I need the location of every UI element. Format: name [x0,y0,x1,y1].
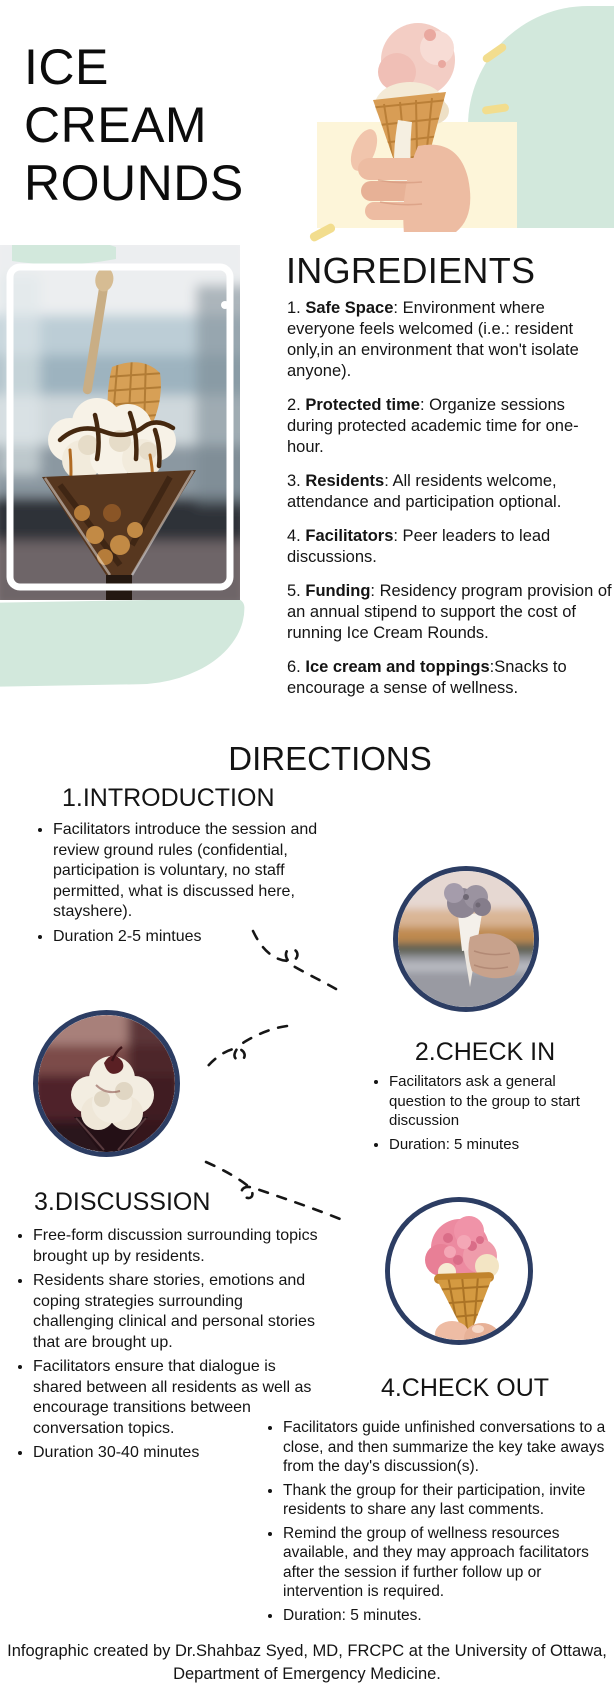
section-heading-introduction: 1.INTRODUCTION [62,784,275,812]
ingredient-desc: : Residency program provision of an annual stipend to support the cost of running Ice Cream Rounds. [287,582,612,642]
ingredient-desc: :Snacks to encourage a sense of wellness. [287,658,567,697]
ingredient-number: 1. [287,299,306,317]
bullet-item: • Facilitators ensure that dialogue is shared between all residents as well as encourage transitions between conversation topics. [33,1357,327,1439]
step2-photo-circle [33,1010,180,1157]
ingredient-desc: : Environment where everyone feels welcomed (i.e.: resident only,in an environment that won't isolate anyone). [287,299,579,380]
ingredient-name: Safe Space [305,299,394,317]
bullet-item: • Residents share stories, emotions and coping strategies surrounding challenging clinical and personal stories that are brought up. [33,1271,327,1353]
footer-credit [0,1640,614,1686]
ingredient-name: Funding [305,582,371,600]
directions-heading: DIRECTIONS [228,740,432,777]
pink-ice-cream-cone-photo [390,1202,528,1340]
ingredient-number: 6. [287,658,306,676]
bullet-item: • Thank the group for their participation, invite residents to share any last comments. [283,1481,614,1520]
ingredient-item [287,395,613,458]
page-title [24,38,244,212]
ingredient-item [287,471,613,513]
ingredient-item [287,526,613,568]
check-in-bullets [372,1072,597,1158]
bullet-item: • Facilitators ask a general question to the group to start discussion [389,1072,597,1131]
footer-line: Department of Emergency Medicine. [173,1665,441,1683]
ingredient-name: Facilitators [305,527,394,545]
step1-photo-circle [393,866,539,1012]
ingredient-item [287,657,613,699]
ingredient-item [287,298,613,382]
ingredient-number: 4. [287,527,306,545]
ice-cream-cone-outdoors-photo [398,871,534,1007]
section-heading-check-in: 2.CHECK IN [414,1038,556,1066]
ingredient-name: Protected time [305,396,420,414]
section-heading-discussion: 3.DISCUSSION [34,1188,211,1216]
check-out-bullets [266,1418,614,1629]
ingredients-list [287,298,613,712]
title-line: ROUNDS [24,155,244,211]
bullet-item: • Duration 30-40 minutes [33,1443,327,1464]
ingredient-name: Residents [305,472,385,490]
bullet-item: • Facilitators guide unfinished conversations to a close, and then summarize the key take aways from the day's discussion(s). [283,1418,614,1477]
ingredient-item [287,581,613,644]
ingredient-desc: : All residents welcome, attendance and participation optional. [287,472,562,511]
hand-holding-ice-cream-cone-photo [318,8,520,232]
bullet-item: • Free-form discussion surrounding topics brought up by residents. [33,1226,327,1267]
ingredient-number: 3. [287,472,306,490]
sundae-whipped-cream-photo [38,1015,175,1152]
bullet-item: • Facilitators introduce the session and review ground rules (confidential, participation is voluntary, no staff permitted, what is discussed here, stayshere). [53,820,337,923]
ice-cream-sundae-glass-photo [0,245,240,600]
ingredient-number: 2. [287,396,306,414]
section-heading-check-out: 4.CHECK OUT [380,1374,550,1402]
ingredients-heading: INGREDIENTS [286,250,536,291]
ingredient-name: Ice cream and toppings [305,658,490,676]
introduction-bullets [36,820,337,951]
ingredient-desc: : Peer leaders to lead discussions. [287,527,551,566]
title-line: CREAM [24,97,208,153]
step3-photo-circle [385,1197,533,1345]
ingredient-number: 5. [287,582,306,600]
ingredient-desc: : Organize sessions during protected academic time for one-hour. [287,396,579,456]
title-line: ICE [24,39,109,95]
bullet-item: • Duration 2-5 mintues [53,927,337,948]
bullet-item: • Duration: 5 minutes [389,1135,597,1155]
connector-3-icon [206,1162,345,1221]
bullet-item: • Duration: 5 minutes. [283,1606,614,1626]
mint-blob-shape [0,598,246,687]
footer-line: Infographic created by Dr.Shahbaz Syed, MD, FRCPC at the University of Ottawa, [7,1642,607,1660]
connector-2-icon [203,1026,287,1072]
bullet-item: • Remind the group of wellness resources available, and they may approach facilitators after the session if further follow up or intervention is required. [283,1524,614,1602]
